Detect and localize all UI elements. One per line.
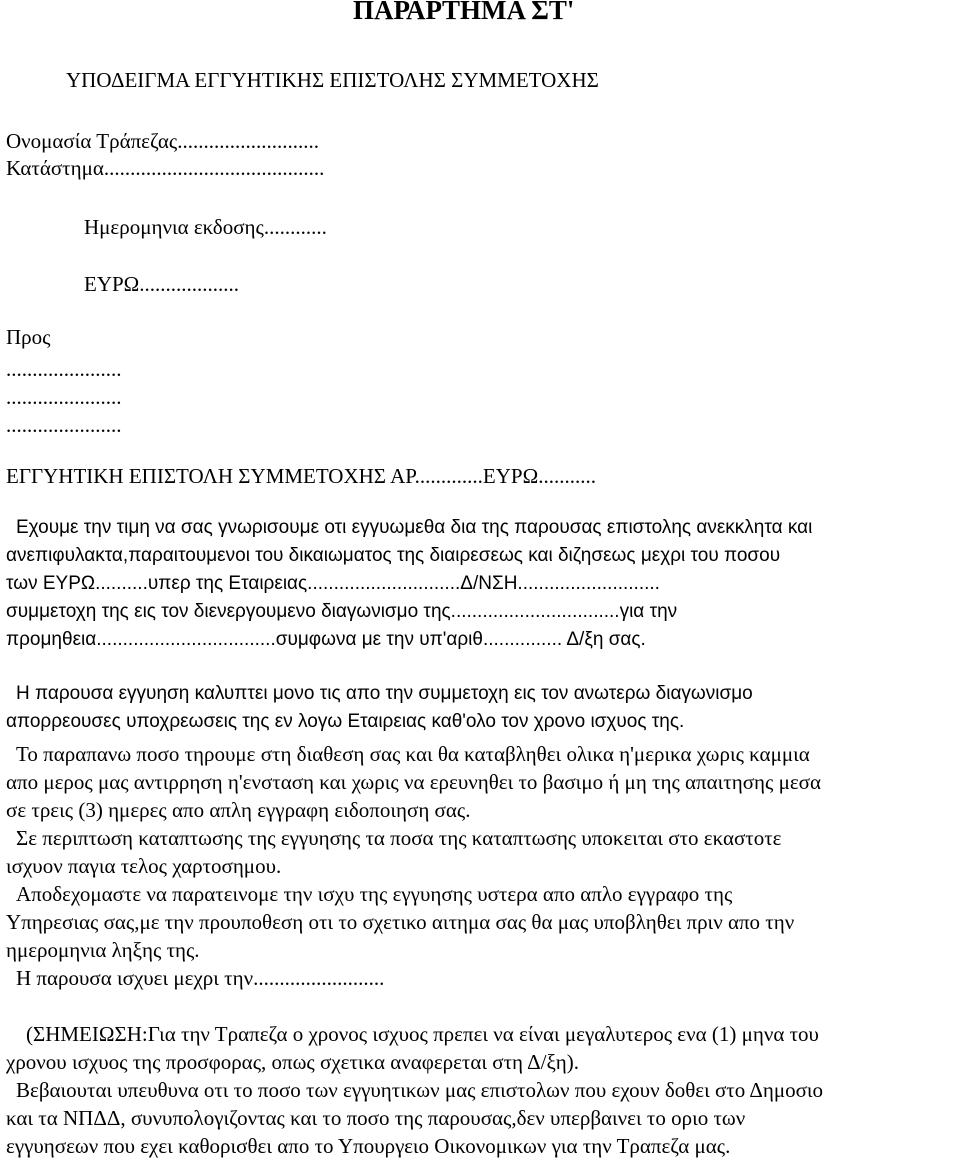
- paragraph-7-line: εγγυησεων που εχει καθορισθει απο το Υπουργειο Οικονομικων για την Τραπεζα μας.: [6, 1134, 731, 1158]
- recipient-line: ......................: [6, 385, 122, 409]
- paragraph-7-line: Βεβαιουται υπευθυνα οτι το ποσο των εγγυητικων μας επιστολων που εχουν δοθει στο Δημοσιο: [16, 1078, 824, 1102]
- paragraph-4-line: Σε περιπτωση καταπτωσης της εγγυησης τα ποσα της καταπτωσης υποκειται στο εκαστοτε: [16, 826, 782, 850]
- note-line: χρονου ισχυος της προσφορας, οπως σχετικα αναφερεται στη Δ/ξη).: [6, 1050, 580, 1074]
- validity-until-field: Η παρουσα ισχυει μεχρι την.........................: [16, 966, 385, 990]
- paragraph-5-line: Υπηρεσιας σας,με την προυποθεση οτι το σχετικο αιτημα σας θα μας υποβληθει πριν απο την: [6, 910, 795, 934]
- paragraph-3-line: Το παραπανω ποσο τηρουμε στη διαθεση σας και θα καταβληθει ολικα η'μερικα χωρις καμμια: [16, 742, 810, 766]
- amount-field: ΕΥΡΩ...................: [84, 272, 240, 296]
- recipient-line: ......................: [6, 413, 122, 437]
- paragraph-2-line: Η παρουσα εγγυηση καλυπτει μονο τις απο την συμμετοχη εις τον ανωτερω διαγωνισμο: [16, 683, 753, 704]
- paragraph-1-line: Εχουμε την τιμη να σας γνωρισουμε οτι εγγυωμεθα δια της παρουσας επιστολης ανεκκλητα και: [16, 517, 813, 538]
- bank-name-field: Ονομασία Τράπεζας...........................: [6, 129, 320, 153]
- paragraph-3-line: απο μερος μας αντιρρηση η'ενσταση και χωρις να ερευνηθει το βασιμο ή μη της απαιτησης μεσα: [6, 770, 821, 794]
- paragraph-4-line: ισχυον παγια τελος χαρτοσημου.: [6, 854, 282, 878]
- paragraph-1-line: των ΕΥΡΩ..........υπερ της Εταιρειας.............................Δ/ΝΣΗ...........................: [6, 573, 660, 594]
- paragraph-1-line: προμηθεια..................................συμφωνα με την υπ'αριθ............... Δ/ξη σας.: [6, 629, 646, 650]
- paragraph-3-line: σε τρεις (3) ημερες απο απλη εγγραφη ειδοποιηση σας.: [6, 798, 471, 822]
- paragraph-7-line: και τα ΝΠΔΔ, συνυπολογιζοντας και το ποσο της παρουσας,δεν υπερβαινει το οριο των: [6, 1106, 746, 1130]
- document-subtitle: ΥΠΟΔΕΙΓΜΑ ΕΓΓΥΗΤΙΚΗΣ ΕΠΙΣΤΟΛΗΣ ΣΥΜΜΕΤΟΧΗΣ: [66, 68, 599, 92]
- paragraph-1-line: ανεπιφυλακτα,παραιτουμενοι του δικαιωματος της διαιρεσεως και διζησεως μεχρι του ποσου: [6, 545, 781, 566]
- paragraph-5-line: Αποδεχομαστε να παρατεινομε την ισχυ της εγγυησης υστερα απο απλο εγγραφο της: [16, 882, 733, 906]
- recipient-line: ......................: [6, 357, 122, 381]
- branch-field: Κατάστημα..........................................: [6, 156, 325, 180]
- letter-heading: ΕΓΓΥΗΤΙΚΗ ΕΠΙΣΤΟΛΗ ΣΥΜΜΕΤΟΧΗΣ ΑΡ.............ΕΥΡΩ...........: [6, 464, 596, 488]
- paragraph-1-line: συμμετοχη της εις τον διενεργουμενο διαγωνισμο της................................για την: [6, 601, 678, 622]
- recipient-label: Προς: [6, 325, 51, 349]
- paragraph-2-line: απορρεουσες υποχρεωσεις της εν λογω Εταιρειας καθ'ολο τον χρονο ισχυος της.: [6, 711, 685, 732]
- issue-date-field: Ημερομηνια εκδοσης............: [84, 215, 327, 239]
- appendix-title: ΠΑΡΑΡΤΗΜΑ ΣΤ': [353, 0, 575, 25]
- note-line: (ΣΗΜΕΙΩΣΗ:Για την Τραπεζα ο χρονος ισχυος πρεπει να είναι μεγαλυτερος ενα (1) μηνα του: [26, 1022, 819, 1046]
- paragraph-5-line: ημερομηνια ληξης της.: [6, 938, 200, 962]
